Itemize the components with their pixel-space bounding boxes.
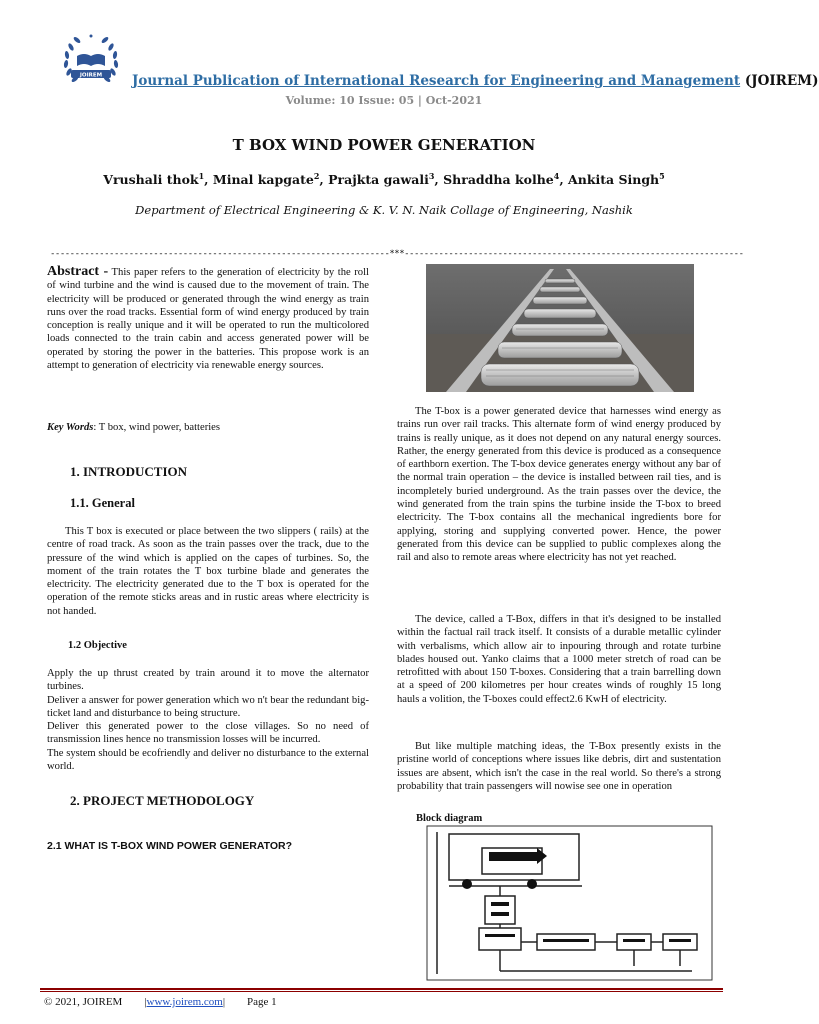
author-name: Shraddha kolhe (443, 172, 554, 188)
section-separator: ---------------------------------------------------------------------***--------------------------------------------------------------------- (50, 249, 744, 259)
footer-page-number: Page 1 (247, 996, 277, 1008)
tbox-device-paragraph: The device, called a T-Box, differs in that it's designed to be installed within the factual rail track itself. It consists of a durable metallic cylinder with verbalisms, which allow air to inpouring through and rotate turbine blades housed out. Yanko claims that a 1000 meter stretch of road can be retrofitted with about 150 T-boxes. Considering that a train barrelling down at a speed of 200 kilometres per hour creates winds of roughly 15 long hauls a volition, the T-boxes could effect2.6 KwH of electricity. (397, 614, 721, 705)
journal-name-link[interactable]: Journal Publication of International Research for Engineering and Management (132, 73, 741, 89)
footer-website-link[interactable]: www.joirem.com (146, 996, 223, 1008)
tbox-limitations-paragraph: But like multiple matching ideas, the T-Box presently exists in the pristine world of conceptions where issues like debris, dirt and sustentation issues are absent, which isn't the case in the real world. So there's a strong probability that train passengers will nowise see one in operation (397, 741, 721, 792)
tbox-track-photo (426, 264, 694, 392)
journal-header (132, 73, 819, 89)
subsection-heading-general: 1.1. General (70, 496, 135, 510)
author-list: Vrushali thok$^1$, Minal kapgate$^2$, Prajkta gawali$^3$, Shraddha kolhe$^4$, Ankita Singh$^5$ (103, 171, 665, 188)
block-diagram-figure (427, 826, 712, 980)
department-affiliation: Department of Electrical Engineering & K. V. N. Naik Collage of Engineering, Nashik (135, 203, 633, 217)
footer-rule (40, 988, 723, 990)
objective-item: Deliver this generated power to the close villages. So no need of transmission lines hence no transmission losses will be incurred. (47, 721, 369, 746)
journal-abbr: (JOIREM) (744, 73, 819, 89)
abstract-heading: Abstract - (47, 264, 109, 279)
objective-item: Deliver a answer for power generation which wo n't bear the redundant big- ticket land and disturbance to being structure. (47, 694, 369, 719)
tbox-description-paragraph: The T-box is a power generated device that harnesses wind energy as trains run over rail tracks. This alternate form of wind energy produced by trains is really unique, as it does not depend on any natural energy sources. Rather, the energy generated from this device is produced as a consequence of earthborn exertion. The T-box device generates energy without any bar of the normal train operation – the device is installed between rail ties, and is incompletely buried underground. As the train passes over the device, the wind generated from the train spins the turbine inside the T-box to breed electricity. The T-box contains all the mechanical ingredients bore for applying, storing and supplying converted power. Hence, the power generated from this device can be supplied to public complexes along the rail and also to remote areas where electricity has not yet reached. (397, 406, 721, 564)
general-paragraph: This T box is executed or place between the two slippers ( rails) at the centre of road track. As soon as the train passes over the track, due to the pressure of the wind which is applied on the capes of turbines. So, the moment of the train rotates the T box turbine blade and generates the electricity. The electricity generated due to the T box is operated for the operation of the remote sticks areas and in rustic areas where electricity is not handed. (47, 526, 369, 617)
section-heading-methodology: 2. PROJECT METHODOLOGY (70, 793, 255, 808)
objective-item: Apply the up thrust created by train around it to move the alternator turbines. (47, 668, 369, 693)
volume-issue: Volume: 10 Issue: 05 | Oct-2021 (285, 94, 483, 107)
journal-logo (55, 26, 127, 98)
keywords (47, 421, 369, 434)
author-name: Vrushali thok (103, 172, 199, 188)
objective-item: The system should be ecofriendly and deliver no disturbance to the external world. (47, 747, 369, 773)
author-name: Prajkta gawali (328, 172, 429, 188)
svg-text:JOIREM: JOIREM (79, 72, 103, 79)
keywords-text: : T box, wind power, batteries (93, 422, 220, 433)
author-name: Minal kapgate (212, 172, 314, 188)
subsection-heading-objective: 1.2 Objective (68, 640, 127, 651)
block-diagram-label: Block diagram (416, 813, 483, 824)
paper-title: T BOX WIND POWER GENERATION (232, 136, 536, 154)
subsection-heading-what-is-tbox: 2.1 WHAT IS T-BOX WIND POWER GENERATOR? (47, 840, 293, 852)
abstract-text: This paper refers to the generation of electricity by the roll of wind turbine and the wind is caused due to the movement of train. The electricity will be produced or generated through the wind energy as train runs over the road tracks. Essential form of wind energy produced by train conception is really unique and it will be operated to run the multicolored loads connected to the train cabin and access generated power will be operated by storing the power in the batteries. This propose work is an attempt to generation of electricity via renewable energy sources. (47, 267, 369, 372)
section-heading-introduction: 1. INTRODUCTION (70, 464, 188, 479)
keywords-label: Key Words (47, 422, 94, 433)
objective-list (47, 667, 369, 773)
abstract (47, 265, 369, 372)
page-footer: © 2021, JOIREM |www.joirem.com| Page 1 (44, 996, 277, 1008)
footer-rule (40, 991, 723, 992)
author-name: Ankita Singh (568, 172, 660, 188)
footer-copyright: © 2021, JOIREM (44, 996, 123, 1008)
